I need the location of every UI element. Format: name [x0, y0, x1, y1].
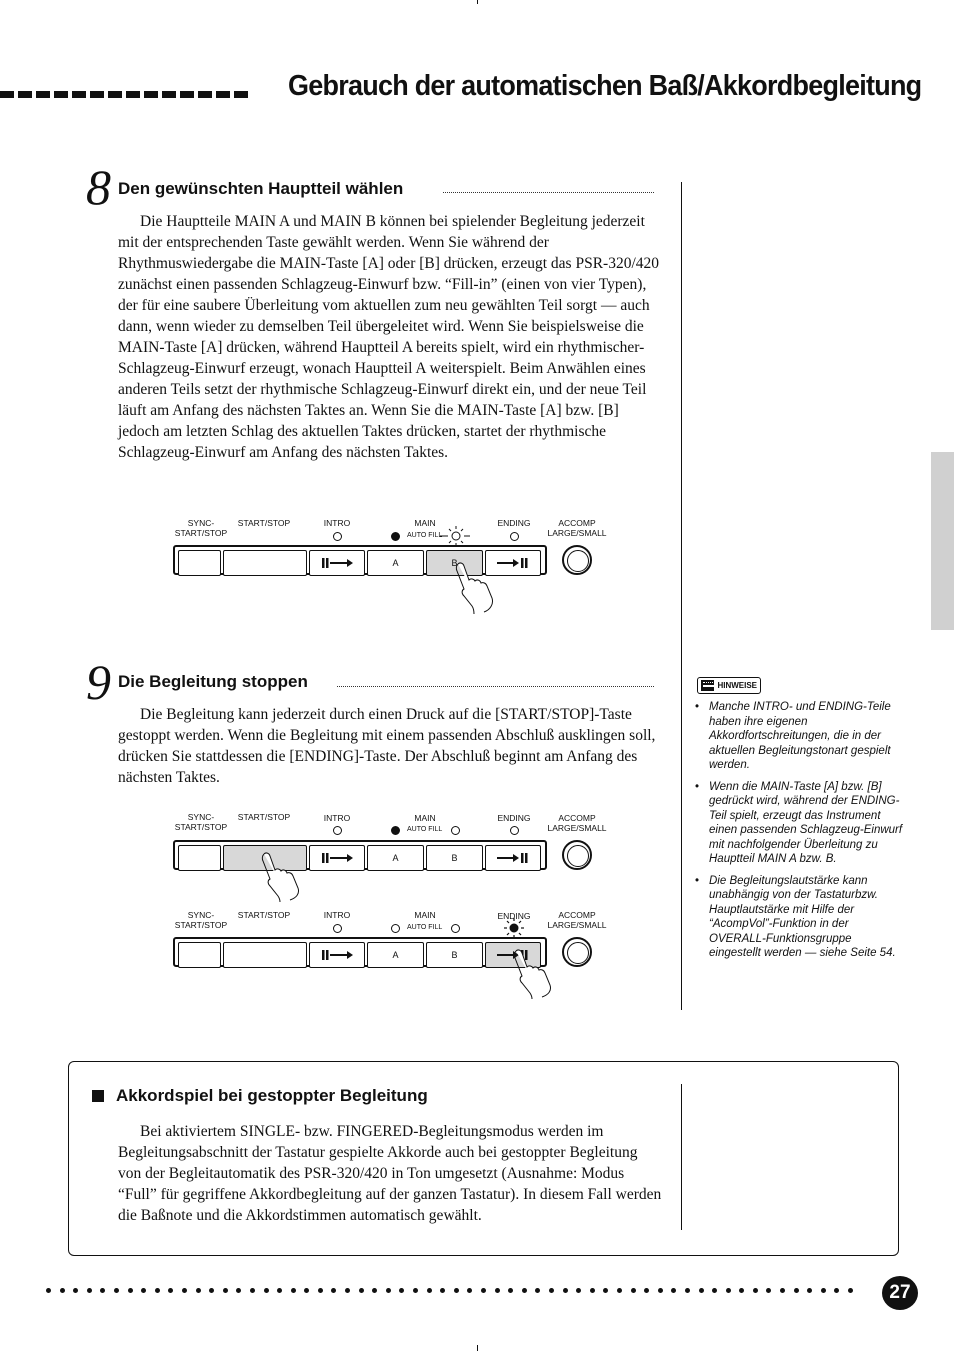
label-accomp: ACCOMP LARGE/SMALL [547, 518, 607, 538]
label-intro: INTRO [323, 518, 351, 528]
footer-dot [508, 1288, 513, 1293]
footer-dot [726, 1288, 731, 1293]
footer-dot [467, 1288, 472, 1293]
footer-dot [576, 1288, 581, 1293]
footer-dot [522, 1288, 527, 1293]
footer-dot [807, 1288, 812, 1293]
main-b-lamp [451, 826, 460, 835]
intro-button[interactable] [309, 550, 365, 576]
footer-dot [644, 1288, 649, 1293]
footer-dot [481, 1288, 486, 1293]
main-b-lamp [451, 924, 460, 933]
start-stop-button[interactable] [223, 942, 307, 968]
footer-dot [454, 1288, 459, 1293]
step-paragraph: Die Begleitung kann jederzeit durch einen Druck auf die [START/STOP]-Taste gestoppt werden. Wenn die Begleitung mit einem passenden Abschluß ausklingen soll, drücken Sie stattdessen die [ENDING]-Taste. Der Abschluß beginnt am Anfang des nächsten Taktes. [118, 706, 656, 786]
footer-dot [658, 1288, 663, 1293]
button-strip [173, 937, 547, 967]
footer-dot [372, 1288, 377, 1293]
ending-lamp [510, 826, 519, 835]
label-start-stop: START/STOP [237, 910, 291, 920]
section-tab [931, 452, 954, 630]
footer-dot [277, 1288, 282, 1293]
step-paragraph: Die Hauptteile MAIN A und MAIN B können bei spielender Begleitung jederzeit mit der entsprechenden Taste gewählt werden. Wenn Sie während der Rhythmuswiedergabe die MAIN-Taste [A] oder [B] drücken, erzeugt das PSR-320/420 zunächst einen passenden Schlagzeug-Einwurf bzw. “Fill-in” (einen von vier Typen), der für eine saubere Überleitung vom aktuellen zum neu gewählten Teil sorgt — auch dann, wenn wieder zu demselben Teil übergeleitet wird. Wenn Sie beispielsweise die MAIN-Taste [A] drücken, während Hauptteil A bereits spielt, wird ein rhythmischer-Schlagzeug-Einwurf erzeugt, wonach Hauptteil A weiterspielt. Beim Anwählen eines anderen Teils setzt der rhythmische Schlagzeug-Einwurf direkt ein, und der neue Teil läuft am Anfang des nächsten Taktes an. Wenn Sie die MAIN-Taste [A] bzw. [B] jedoch am letzten Schlag des aktuellen Taktes drücken, startet der rhythmische Schlagzeug-Einwurf am Anfang des nächsten Taktes. [118, 213, 660, 461]
footer-dot [386, 1288, 391, 1293]
step-number: 9 [86, 654, 111, 710]
footer-dot [100, 1288, 105, 1293]
label-intro: INTRO [323, 813, 351, 823]
footer-dot [223, 1288, 228, 1293]
footer-dot [753, 1288, 758, 1293]
label-auto-fill: AUTO FILL [407, 532, 443, 539]
intro-lamp [333, 826, 342, 835]
footer-dot [209, 1288, 214, 1293]
footer-dot [168, 1288, 173, 1293]
ending-lamp-blinking [503, 917, 525, 939]
hinweise-badge [697, 677, 761, 694]
footer-dot [834, 1288, 839, 1293]
footer-dot [318, 1288, 323, 1293]
label-main: MAIN [414, 518, 436, 528]
footer-dot [331, 1288, 336, 1293]
accomp-large-small-button[interactable] [562, 937, 592, 967]
footer-dot [399, 1288, 404, 1293]
footer-dot [739, 1288, 744, 1293]
box-heading-text: Akkordspiel bei gestoppter Begleitung [116, 1086, 428, 1105]
footer-dot [304, 1288, 309, 1293]
auto-fill-lamp [391, 532, 400, 541]
auto-fill-lamp [391, 826, 400, 835]
square-bullet-icon [92, 1090, 104, 1102]
ending-lamp [510, 532, 519, 541]
label-auto-fill: AUTO FILL [407, 924, 443, 931]
footer-dot [699, 1288, 704, 1293]
step-heading: Die Begleitung stoppen [118, 672, 308, 691]
footer-dot [535, 1288, 540, 1293]
label-ending: ENDING [497, 813, 531, 823]
finger-pointer-icon [510, 949, 554, 999]
footer-dot [46, 1288, 51, 1293]
main-b-button[interactable]: B [426, 942, 483, 968]
intro-icon [320, 557, 354, 569]
accomp-large-small-button[interactable] [562, 840, 592, 870]
sync-start-stop-button[interactable] [178, 845, 221, 871]
footer-dot [87, 1288, 92, 1293]
step-body [118, 211, 660, 463]
footer-dot [182, 1288, 187, 1293]
accomp-large-small-button[interactable] [562, 545, 592, 575]
ending-button[interactable] [485, 845, 541, 871]
label-sync-start-stop: SYNC- START/STOP [174, 910, 228, 930]
footer-dot [141, 1288, 146, 1293]
step-body [118, 704, 660, 788]
crop-mark-top [477, 0, 478, 4]
footer-dot [427, 1288, 432, 1293]
footer-dot [712, 1288, 717, 1293]
footer-dot [60, 1288, 65, 1293]
box-heading [92, 1086, 428, 1106]
finger-pointer-icon [452, 562, 496, 614]
label-ending: ENDING [497, 518, 531, 528]
label-start-stop: START/STOP [237, 812, 291, 822]
main-a-button[interactable]: A [367, 550, 424, 576]
footer-dot [821, 1288, 826, 1293]
intro-button[interactable] [309, 942, 365, 968]
step-heading: Den gewünschten Hauptteil wählen [118, 179, 404, 198]
footer-dot [155, 1288, 160, 1293]
note-item: • Wenn die MAIN-Taste [A] bzw. [B] gedrückt wird, während der ENDING-Teil spielt, erzeugt das Instrument einen passenden Schlagzeug-Einwurf mit nachfolgender Überleitung zu Hauptteil MAIN A bzw. B. [695, 780, 903, 867]
hinweise-list [695, 700, 903, 968]
footer-dot [114, 1288, 119, 1293]
footer-dot [359, 1288, 364, 1293]
heading-leader [443, 192, 654, 193]
footer-dot [794, 1288, 799, 1293]
footer-dot [495, 1288, 500, 1293]
ending-icon [496, 557, 530, 569]
footer-dot [440, 1288, 445, 1293]
footer-dot [549, 1288, 554, 1293]
intro-icon [320, 949, 354, 961]
hinweise-label: HINWEISE [717, 681, 757, 690]
footer-dot [603, 1288, 608, 1293]
footer-dot [413, 1288, 418, 1293]
label-accomp: ACCOMP LARGE/SMALL [547, 813, 607, 833]
box-paragraph: Bei aktiviertem SINGLE- bzw. FINGERED-Begleitungsmodus werden im Begleitungsabschnitt der Tastatur gespielte Akkorde auch bei gestoppter Begleitung von der Begleitautomatik des PSR-320/420 in Ton umgesetzt (Ausnahme: Modus “Full” für gegriffene Akkordbegleitung auf der ganzen Tastatur). In diesem Fall werden die Baßnote und die Akkordstimmen automatisch gewählt. [118, 1123, 662, 1224]
note-item: • Manche INTRO- und ENDING-Teile haben ihre eigenen Akkordfortschreitungen, die in der aktuellen Begleitungstonart gespielt werden. [695, 700, 903, 773]
label-accomp: ACCOMP LARGE/SMALL [547, 910, 607, 930]
note-item: • Die Begleitungslautstärke kann unabhängig von der Tastaturbzw. Hauptlautstärke mit Hilfe der “AcompVol”-Funktion in der OVERALL-Funktionsgruppe eingestellt werden — siehe Seite 54. [695, 874, 903, 961]
box-column-rule [681, 1084, 682, 1230]
footer-dot [766, 1288, 771, 1293]
label-auto-fill: AUTO FILL [407, 826, 443, 833]
crop-mark-bottom [477, 1345, 478, 1351]
box-body [118, 1121, 663, 1226]
column-rule [681, 182, 682, 1010]
footer-dot [590, 1288, 595, 1293]
auto-fill-lamp [391, 924, 400, 933]
label-main: MAIN [414, 813, 436, 823]
footer-dot [250, 1288, 255, 1293]
label-start-stop: START/STOP [237, 518, 291, 528]
footer-dot [617, 1288, 622, 1293]
label-ending: ENDING [497, 911, 531, 921]
label-sync-start-stop: SYNC- START/STOP [174, 812, 228, 832]
main-a-button[interactable]: A [367, 845, 424, 871]
main-b-button[interactable]: B [426, 550, 483, 576]
intro-lamp [333, 532, 342, 541]
page-title: Gebrauch der automatischen Baß/Akkordbegleitung [288, 70, 922, 102]
sync-start-stop-button[interactable] [178, 550, 221, 576]
ending-icon [496, 852, 530, 864]
intro-lamp [333, 924, 342, 933]
sync-start-stop-button[interactable] [178, 942, 221, 968]
footer-dot [236, 1288, 241, 1293]
intro-icon [320, 852, 354, 864]
footer-dot [671, 1288, 676, 1293]
start-stop-button[interactable] [223, 550, 307, 576]
label-intro: INTRO [323, 910, 351, 920]
step-number: 8 [86, 159, 111, 215]
footer-dot [345, 1288, 350, 1293]
footer-dot [685, 1288, 690, 1293]
page-number: 27 [882, 1276, 918, 1310]
label-sync-start-stop: SYNC- START/STOP [174, 518, 228, 538]
note-icon [701, 680, 714, 691]
footer-dot [264, 1288, 269, 1293]
main-a-button[interactable]: A [367, 942, 424, 968]
button-strip [173, 840, 547, 870]
footer-dot [73, 1288, 78, 1293]
footer-dot [848, 1288, 853, 1293]
main-b-button[interactable]: B [426, 845, 483, 871]
footer-dot [196, 1288, 201, 1293]
label-main: MAIN [414, 910, 436, 920]
footer-dot [291, 1288, 296, 1293]
footer-dot [128, 1288, 133, 1293]
footer-dot [563, 1288, 568, 1293]
finger-pointer-icon [258, 852, 302, 902]
intro-button[interactable] [309, 845, 365, 871]
heading-leader [337, 686, 654, 687]
footer-dot [780, 1288, 785, 1293]
footer-dot-rule [46, 1288, 853, 1293]
footer-dot [631, 1288, 636, 1293]
header-dash-rule [0, 91, 248, 98]
